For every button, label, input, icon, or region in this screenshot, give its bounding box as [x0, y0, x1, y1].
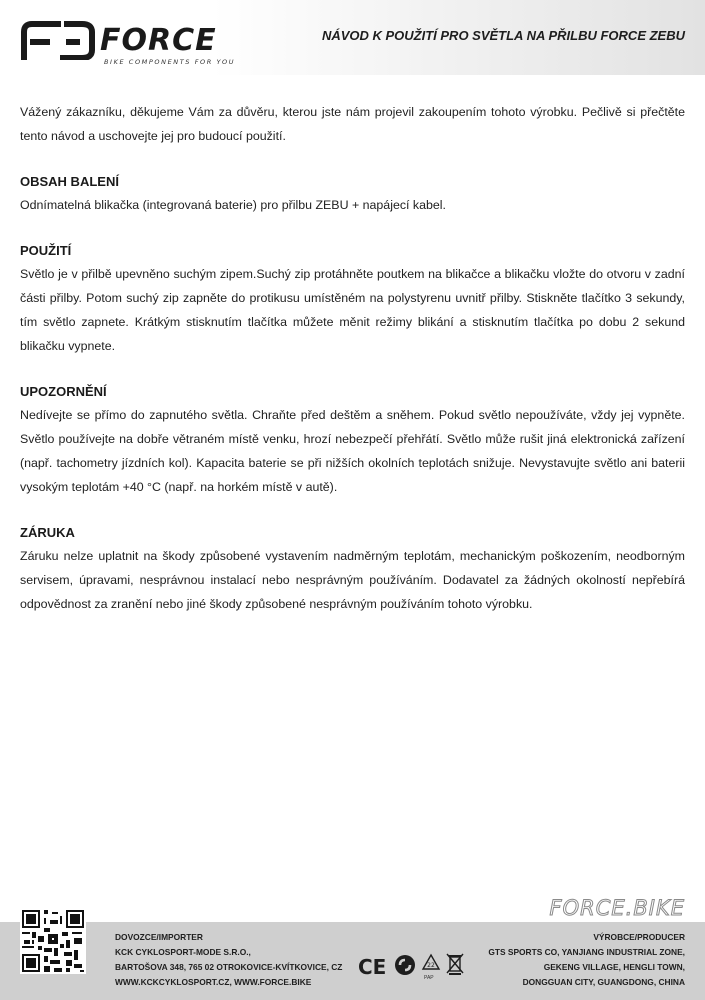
producer-info: [488, 930, 685, 990]
producer-label: VÝROBCE/PRODUCER: [593, 932, 685, 942]
pap-label: PAP: [424, 975, 434, 981]
certification-marks: [358, 953, 470, 983]
weee-bin-icon: [446, 952, 464, 976]
green-dot-icon: [394, 954, 416, 976]
importer-label: DOVOZCE/IMPORTER: [115, 932, 203, 942]
intro-paragraph: Vážený zákazníku, děkujeme Vám za důvěru, kterou jste nám projevil zakoupením tohoto výrobku. Pečlivě si přečtěte tento návod a uschovejte jej pro budoucí použití.: [20, 105, 685, 143]
producer-address-line2: DONGGUAN CITY, GUANGDONG, CHINA: [522, 977, 685, 987]
section-text-package-contents: Odnímatelná blikačka (integrovaná baterie) pro přilbu ZEBU + napájecí kabel.: [20, 198, 446, 212]
importer-company: KCK CYKLOSPORT-MODE S.R.O.,: [115, 947, 251, 957]
section-text-warning: Nedívejte se přímo do zapnutého světla. Chraňte před deštěm a sněhem. Pokud světlo nepoužíváte, vždy jej vypněte. Světlo používejte na dobře větraném místě venku, hrozí nebezpečí přehřátí. Světlo může rušit jiná elektronická zařízení (např. tachometry jízdních kol). Kapacita baterie se při nižších okolních teplotách snižuje. Nevystavujte světlo ani baterii vysokým teplotám +40 °C (např. na horkém místě v autě).: [20, 408, 685, 494]
producer-address-line1: GEKENG VILLAGE, HENGLI TOWN,: [543, 962, 685, 972]
document-body: [20, 100, 685, 616]
section-heading-warranty: ZÁRUKA: [20, 525, 75, 540]
ce-mark-icon: CE: [358, 955, 387, 979]
section-heading-usage: POUŽITÍ: [20, 243, 72, 258]
section-heading-package-contents: OBSAH BALENÍ: [20, 174, 119, 189]
logo-wordmark: FORCE: [100, 23, 217, 58]
qr-code-icon: [20, 908, 86, 974]
importer-websites: WWW.KCKCYKLOSPORT.CZ, WWW.FORCE.BIKE: [115, 977, 312, 987]
document-title: NÁVOD K POUŽITÍ PRO SVĚTLA NA PŘILBU FORCE ZEBU: [321, 28, 685, 43]
section-text-warranty: Záruku nelze uplatnit na škody způsobené vystavením nadměrným teplotám, mechanickým poškozením, neodborným servisem, úpravami, nesprávnou instalací nebo nesprávným používáním. Dodavatel za žádných okolností nepřebírá odpovědnost za zranění nebo jiné škody způsobené nesprávným používáním tohoto výrobku.: [20, 549, 685, 611]
section-heading-warning: UPOZORNĚNÍ: [20, 384, 107, 399]
section-text-usage: Světlo je v přilbě upevněno suchým zipem.Suchý zip protáhněte poutkem na blikačce a blikačku vložte do otvoru v zadní části přilby. Potom suchý zip zapněte do protikusu umístěném na polystyrenu uvnitř přilby. Stiskněte tlačítko 3 sekundy, tím světlo zapnete. Krátkým stisknutím tlačítka můžete měnit režimy blikání a stisknutím tlačítka po dobu 2 sekund blikačku vypnete.: [20, 267, 685, 353]
recycling-pap-icon: [420, 953, 442, 975]
producer-company: GTS SPORTS CO, YANJIANG INDUSTRIAL ZONE,: [488, 947, 685, 957]
logo-tagline: BIKE COMPONENTS FOR YOU: [104, 58, 236, 66]
pap-number: 22: [427, 962, 435, 969]
footer-brand-logo: FORCE.BIKE: [549, 896, 685, 920]
force-logo-icon: [20, 20, 96, 60]
importer-info: [115, 930, 342, 990]
importer-address: BARTOŠOVA 348, 765 02 OTROKOVICE-KVÍTKOVICE, CZ: [115, 962, 343, 972]
